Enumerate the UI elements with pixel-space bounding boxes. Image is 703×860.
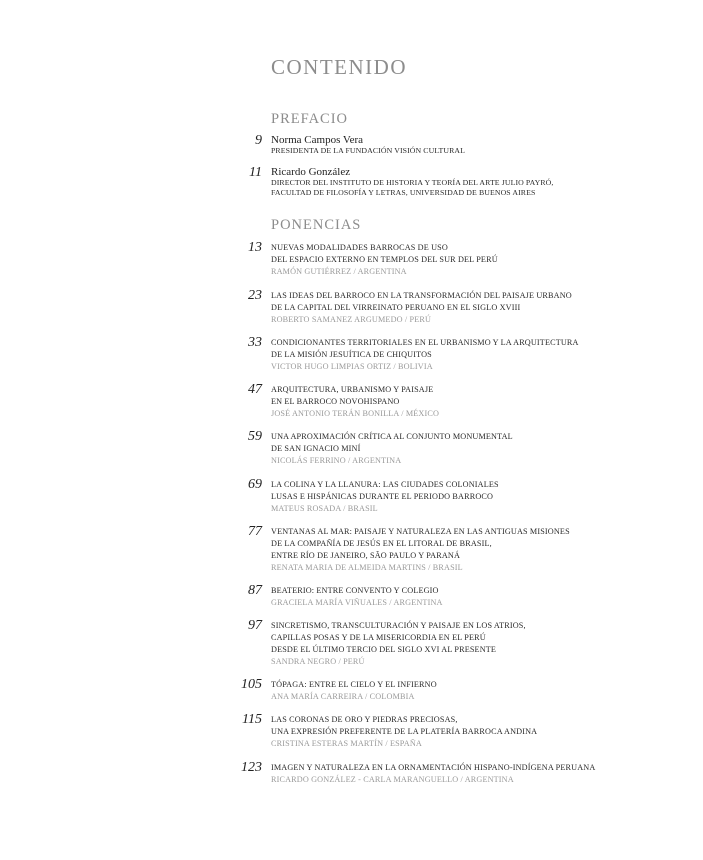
entry-author: JOSÉ ANTONIO TERÁN BONILLA / MÉXICO [271,409,440,418]
page-number: 115 [242,712,262,727]
page-number: 77 [248,524,262,539]
entry-title-line: LUSAS E HISPÁNICAS DURANTE EL PERIODO BARROCO [271,492,494,501]
entry-author: GRACIELA MARÍA VIÑUALES / ARGENTINA [271,598,443,607]
entry-title-line: DE SAN IGNACIO MINÍ [271,444,361,453]
entry-author: MATEUS ROSADA / BRASIL [271,504,378,513]
entry-body [271,166,691,198]
entry-name: Norma Campos Vera [271,134,364,146]
entry-title-line: TÓPAGA: ENTRE EL CIELO Y EL INFIERNO [271,680,437,689]
entry-author: VICTOR HUGO LIMPIAS ORTIZ / BOLIVIA [271,362,433,371]
entry-body [271,526,691,574]
entry-title-line: LAS CORONAS DE ORO Y PIEDRAS PRECIOSAS, [271,715,458,724]
entry-author: CRISTINA ESTERAS MARTÍN / ESPAÑA [271,739,422,748]
page-number: 11 [249,165,262,180]
page-number: 123 [241,760,262,775]
entry-body [271,134,691,156]
page-number: 97 [248,618,262,633]
section-heading-prefacio: PREFACIO [271,111,349,127]
entry-role: FACULTAD DE FILOSOFÍA Y LETRAS, UNIVERSIDAD DE BUENOS AIRES [271,188,536,197]
entry-body [271,290,691,326]
entry-title-line: LA COLINA Y LA LLANURA: LAS CIUDADES COLONIALES [271,480,499,489]
entry-title-line: DESDE EL ÚLTIMO TERCIO DEL SIGLO XVI AL PRESENTE [271,645,497,654]
entry-title-line: DEL ESPACIO EXTERNO EN TEMPLOS DEL SUR DEL PERÚ [271,255,498,264]
entry-body [271,431,691,467]
entry-author: NICOLÁS FERRINO / ARGENTINA [271,456,402,465]
entry-title-line: DE LA CAPITAL DEL VIRREINATO PERUANO EN EL SIGLO XVIII [271,303,521,312]
entry-title-line: BEATERIO: ENTRE CONVENTO Y COLEGIO [271,586,439,595]
entry-body [271,242,691,278]
entry-author: ROBERTO SAMANEZ ARGUMEDO / PERÚ [271,315,432,324]
page-number: 9 [255,133,262,148]
page-number: 87 [248,583,262,598]
entry-body [271,679,691,703]
entry-author: SANDRA NEGRO / PERÚ [271,657,365,666]
entry-role: PRESIDENTA DE LA FUNDACIÓN VISIÓN CULTURAL [271,146,465,155]
page-number: 69 [248,477,262,492]
entry-author: ANA MARÍA CARREIRA / COLOMBIA [271,692,415,701]
entry-author: RAMÓN GUTIÉRREZ / ARGENTINA [271,267,407,276]
page-number: 59 [248,429,262,444]
entry-title-line: EN EL BARROCO NOVOHISPANO [271,397,400,406]
entry-role: DIRECTOR DEL INSTITUTO DE HISTORIA Y TEORÍA DEL ARTE JULIO PAYRÓ, [271,178,554,187]
entry-body [271,479,691,515]
page-number: 13 [248,240,262,255]
entry-title-line: ENTRE RÍO DE JANEIRO, SÃO PAULO Y PARANÁ [271,551,461,560]
entry-title-line: UNA EXPRESIÓN PREFERENTE DE LA PLATERÍA BARROCA ANDINA [271,727,538,736]
entry-body [271,585,691,609]
page-number: 33 [248,335,262,350]
entry-title-line: DE LA COMPAÑÍA DE JESÚS EN EL LITORAL DE BRASIL, [271,539,492,548]
page-number: 47 [248,382,262,397]
entry-body [271,384,691,420]
section-heading-ponencias: PONENCIAS [271,217,362,233]
page-number: 23 [248,288,262,303]
entry-body [271,337,691,373]
page-number: 105 [241,677,262,692]
entry-title-line: VENTANAS AL MAR: PAISAJE Y NATURALEZA EN LAS ANTIGUAS MISIONES [271,527,570,536]
entry-title-line: NUEVAS MODALIDADES BARROCAS DE USO [271,243,448,252]
entry-title-line: LAS IDEAS DEL BARROCO EN LA TRANSFORMACIÓN DEL PAISAJE URBANO [271,291,572,300]
entry-title-line: UNA APROXIMACIÓN CRÍTICA AL CONJUNTO MONUMENTAL [271,432,513,441]
entry-title-line: SINCRETISMO, TRANSCULTURACIÓN Y PAISAJE EN LOS ATRIOS, [271,621,526,630]
entry-title-line: IMAGEN Y NATURALEZA EN LA ORNAMENTACIÓN HISPANO-INDÍGENA PERUANA [271,763,596,772]
entry-title-line: CAPILLAS POSAS Y DE LA MISERICORDIA EN EL PERÚ [271,633,486,642]
entry-title-line: ARQUITECTURA, URBANISMO Y PAISAJE [271,385,434,394]
entry-author: RICARDO GONZÁLEZ - CARLA MARANGUELLO / ARGENTINA [271,775,514,784]
entry-body [271,762,691,786]
entry-body [271,714,691,750]
page-title: CONTENIDO [271,55,407,79]
entry-author: RENATA MARIA DE ALMEIDA MARTINS / BRASIL [271,563,463,572]
entry-body [271,620,691,668]
entry-name: Ricardo González [271,166,351,178]
entry-title-line: CONDICIONANTES TERRITORIALES EN EL URBANISMO Y LA ARQUITECTURA [271,338,579,347]
entry-title-line: DE LA MISIÓN JESUÍTICA DE CHIQUITOS [271,350,432,359]
